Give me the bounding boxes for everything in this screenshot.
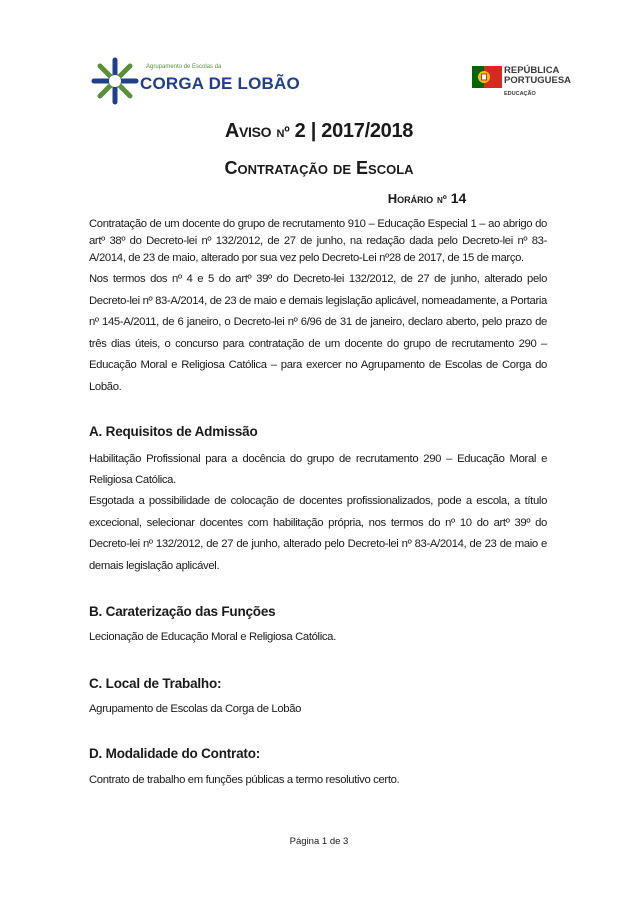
notice-number: 2 | 2017/2018 (294, 120, 414, 142)
schedule-word: Horário (387, 191, 434, 206)
section-b-heading: B. Caraterização das Funções (89, 604, 276, 619)
contract-title: Contratação de Escola (224, 158, 414, 178)
schedule-number: 14 (450, 190, 467, 206)
section-a-paragraph-1 (89, 449, 547, 491)
section-a-heading: A. Requisitos de Admissão (89, 424, 258, 439)
school-emblem-icon (88, 54, 142, 108)
schedule-title (108, 190, 638, 206)
section-a-text-1: Habilitação Profissional para a docência do grupo de recrutamento 290 – Educação Moral e Religiosa Católica. (89, 453, 547, 486)
government-logo (472, 64, 582, 104)
section-a-paragraph-2 (89, 491, 547, 577)
schedule-number-sign: nº (437, 194, 447, 206)
notice-title (0, 120, 638, 143)
section-c-heading: C. Local de Trabalho: (89, 676, 222, 691)
government-logo-line2: PORTUGUESA (504, 75, 572, 86)
section-b-paragraph (89, 628, 547, 647)
intro-text-2: Nos termos dos nº 4 e 5 do artº 39º do Decreto-lei 132/2012, de 27 de junho, alterado pelo Decreto-lei nº 83-A/2014, de 23 de maio e demais legislação aplicável, nomeadamente, a Portaria nº 145-A/2011, de 6 janeiro, o Decreto-lei nº 6/96 de 31 de janeiro, declaro aberto, pelo prazo de três dias úteis, o concurso para contratação de um docente do grupo de recrutamento 290 – Educação Moral e Religiosa Católica – para exercer no Agrupamento de Escolas de Corga do Lobão. (89, 273, 547, 393)
school-logo-subtitle: Agrupamento de Escolas da (146, 64, 222, 70)
section-a-text-2: Esgotada a possibilidade de colocação de docentes profissionalizados, pode a escola, a título excecional, selecionar docentes com habilitação própria, nos termos do nº 10 do artº 39º do Decreto-lei nº 132/2012, de 27 de junho, alterado pelo Decreto-lei nº 83-A/2014, de 23 de maio e demais legislação aplicável. (89, 495, 547, 572)
portugal-flag-icon (472, 64, 502, 90)
section-d-text: Contrato de trabalho em funções públicas a termo resolutivo certo. (89, 774, 400, 786)
page-number: Página 1 de 3 (289, 836, 349, 847)
section-c-paragraph (89, 700, 547, 719)
intro-paragraph-2 (89, 269, 547, 398)
intro-text-1: Contratação de um docente do grupo de recrutamento 910 – Educação Especial 1 – ao abrigo do artº 38º do Decreto-lei nº 132/2012, de 27 de junho, na redação dada pelo Decreto-lei nº 83-A/2014, de 23 de maio, alterado por sua vez pelo Decreto-Lei nº28 de 2017, de 15 de março. (89, 218, 547, 264)
section-d-heading: D. Modalidade do Contrato: (89, 746, 261, 761)
section-d-paragraph (89, 771, 547, 790)
intro-paragraph-1 (89, 216, 547, 267)
government-logo-line3: EDUCAÇÃO (504, 91, 536, 97)
school-logo-name: CORGA DE LOBÃO (140, 74, 300, 93)
school-logo (88, 54, 300, 110)
notice-number-sign: nº (276, 124, 290, 141)
section-c-text: Agrupamento de Escolas da Corga de Lobão (89, 703, 302, 715)
notice-word: Aviso (224, 120, 272, 142)
section-b-text: Lecionação de Educação Moral e Religiosa Católica. (89, 631, 336, 643)
government-logo-line1: REPÚBLICA (504, 65, 560, 76)
